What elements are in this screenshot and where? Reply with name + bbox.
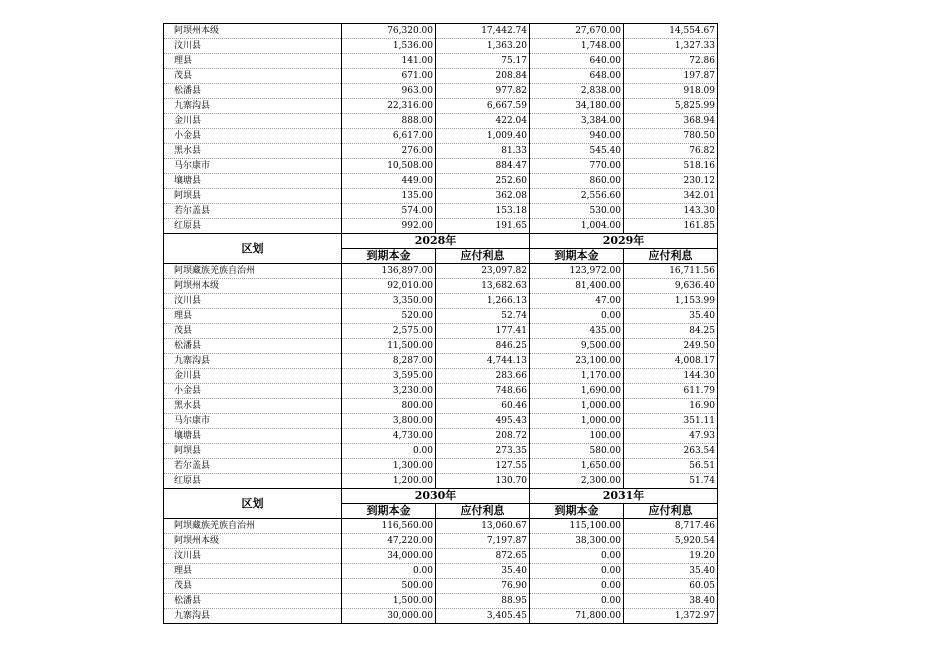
interest-cell: 368.94: [624, 114, 718, 129]
principal-cell: 860.00: [530, 174, 624, 189]
region-name-cell: 九寨沟县: [164, 609, 342, 624]
interest-cell: 3,405.45: [436, 609, 530, 624]
interest-cell: 153.18: [436, 204, 530, 219]
region-name-cell: 金川县: [164, 369, 342, 384]
principal-header: 到期本金: [530, 504, 624, 519]
principal-cell: 1,690.00: [530, 384, 624, 399]
table-row: [164, 39, 718, 54]
table-row: [164, 24, 718, 39]
principal-cell: 76,320.00: [342, 24, 436, 39]
interest-cell: 884.47: [436, 159, 530, 174]
table-row: [164, 159, 718, 174]
principal-cell: 0.00: [530, 564, 624, 579]
table-row: [164, 414, 718, 429]
region-name-cell: 茂县: [164, 579, 342, 594]
interest-cell: 144.30: [624, 369, 718, 384]
region-name-cell: 金川县: [164, 114, 342, 129]
principal-cell: 992.00: [342, 219, 436, 234]
interest-cell: 1,266.13: [436, 294, 530, 309]
principal-cell: 3,350.00: [342, 294, 436, 309]
interest-cell: 5,825.99: [624, 99, 718, 114]
region-name-cell: 若尔盖县: [164, 204, 342, 219]
region-name-cell: 汶川县: [164, 39, 342, 54]
interest-cell: 81.33: [436, 144, 530, 159]
principal-cell: 580.00: [530, 444, 624, 459]
table-row: [164, 534, 718, 549]
region-name-cell: 马尔康市: [164, 159, 342, 174]
table-row: [164, 549, 718, 564]
principal-cell: 1,000.00: [530, 399, 624, 414]
region-name-cell: 理县: [164, 564, 342, 579]
principal-cell: 1,748.00: [530, 39, 624, 54]
principal-cell: 520.00: [342, 309, 436, 324]
region-name-cell: 理县: [164, 309, 342, 324]
interest-cell: 1,009.40: [436, 129, 530, 144]
region-name-cell: 红原县: [164, 219, 342, 234]
interest-header: 应付利息: [436, 249, 530, 264]
interest-cell: 60.46: [436, 399, 530, 414]
principal-cell: 1,650.00: [530, 459, 624, 474]
interest-cell: 846.25: [436, 339, 530, 354]
principal-cell: 116,560.00: [342, 519, 436, 534]
interest-cell: 208.72: [436, 429, 530, 444]
table-row: [164, 384, 718, 399]
table-row: [164, 474, 718, 489]
principal-cell: 141.00: [342, 54, 436, 69]
interest-cell: 130.70: [436, 474, 530, 489]
region-name-cell: 九寨沟县: [164, 99, 342, 114]
interest-cell: 518.16: [624, 159, 718, 174]
interest-cell: 263.54: [624, 444, 718, 459]
region-name-cell: 若尔盖县: [164, 459, 342, 474]
region-name-cell: 汶川县: [164, 294, 342, 309]
interest-cell: 872.65: [436, 549, 530, 564]
interest-cell: 8,717.46: [624, 519, 718, 534]
interest-cell: 16.90: [624, 399, 718, 414]
table-row: [164, 294, 718, 309]
principal-cell: 100.00: [530, 429, 624, 444]
year-header: 2030年: [342, 489, 530, 504]
table-row: [164, 309, 718, 324]
region-name-cell: 阿坝藏族羌族自治州: [164, 519, 342, 534]
principal-cell: 574.00: [342, 204, 436, 219]
principal-header: 到期本金: [342, 249, 436, 264]
interest-cell: 191.65: [436, 219, 530, 234]
interest-header: 应付利息: [624, 504, 718, 519]
table-row: [164, 339, 718, 354]
interest-cell: 47.93: [624, 429, 718, 444]
interest-header: 应付利息: [436, 504, 530, 519]
interest-cell: 611.79: [624, 384, 718, 399]
principal-cell: 640.00: [530, 54, 624, 69]
principal-cell: 1,000.00: [530, 414, 624, 429]
table-row: [164, 609, 718, 624]
interest-cell: 72.86: [624, 54, 718, 69]
interest-cell: 9,636.40: [624, 279, 718, 294]
district-header: 区划: [164, 489, 342, 519]
interest-cell: 422.04: [436, 114, 530, 129]
principal-cell: 500.00: [342, 579, 436, 594]
interest-header: 应付利息: [624, 249, 718, 264]
interest-cell: 35.40: [624, 309, 718, 324]
interest-cell: 56.51: [624, 459, 718, 474]
principal-cell: 38,300.00: [530, 534, 624, 549]
principal-cell: 1,170.00: [530, 369, 624, 384]
table-row: [164, 444, 718, 459]
principal-cell: 30,000.00: [342, 609, 436, 624]
region-name-cell: 马尔康市: [164, 414, 342, 429]
principal-cell: 2,300.00: [530, 474, 624, 489]
principal-cell: 1,536.00: [342, 39, 436, 54]
table-row: [164, 369, 718, 384]
interest-cell: 13,060.67: [436, 519, 530, 534]
year-header-row: [164, 489, 718, 504]
interest-cell: 249.50: [624, 339, 718, 354]
principal-cell: 10,508.00: [342, 159, 436, 174]
principal-cell: 3,595.00: [342, 369, 436, 384]
year-header: 2029年: [530, 234, 718, 249]
region-name-cell: 理县: [164, 54, 342, 69]
principal-cell: 71,800.00: [530, 609, 624, 624]
interest-cell: 161.85: [624, 219, 718, 234]
region-name-cell: 黑水县: [164, 399, 342, 414]
principal-cell: 1,200.00: [342, 474, 436, 489]
region-name-cell: 壤塘县: [164, 174, 342, 189]
interest-cell: 23,097.82: [436, 264, 530, 279]
interest-cell: 342.01: [624, 189, 718, 204]
principal-cell: 545.40: [530, 144, 624, 159]
table-row: [164, 579, 718, 594]
table-row: [164, 279, 718, 294]
interest-cell: 197.87: [624, 69, 718, 84]
principal-cell: 11,500.00: [342, 339, 436, 354]
interest-cell: 127.55: [436, 459, 530, 474]
interest-cell: 495.43: [436, 414, 530, 429]
principal-cell: 92,010.00: [342, 279, 436, 294]
principal-cell: 2,556.60: [530, 189, 624, 204]
principal-cell: 1,300.00: [342, 459, 436, 474]
region-name-cell: 黑水县: [164, 144, 342, 159]
interest-cell: 283.66: [436, 369, 530, 384]
principal-cell: 671.00: [342, 69, 436, 84]
interest-cell: 230.12: [624, 174, 718, 189]
interest-cell: 918.09: [624, 84, 718, 99]
principal-cell: 435.00: [530, 324, 624, 339]
region-name-cell: 阿坝州本级: [164, 24, 342, 39]
interest-cell: 19.20: [624, 549, 718, 564]
principal-cell: 115,100.00: [530, 519, 624, 534]
interest-cell: 35.40: [624, 564, 718, 579]
interest-cell: 35.40: [436, 564, 530, 579]
region-name-cell: 松潘县: [164, 339, 342, 354]
table-row: [164, 459, 718, 474]
principal-cell: 3,230.00: [342, 384, 436, 399]
table-row: [164, 594, 718, 609]
table-row: [164, 354, 718, 369]
interest-cell: 88.95: [436, 594, 530, 609]
table-row: [164, 519, 718, 534]
interest-cell: 252.60: [436, 174, 530, 189]
principal-cell: 34,180.00: [530, 99, 624, 114]
principal-cell: 22,316.00: [342, 99, 436, 114]
principal-cell: 963.00: [342, 84, 436, 99]
principal-cell: 8,287.00: [342, 354, 436, 369]
interest-cell: 76.90: [436, 579, 530, 594]
principal-cell: 530.00: [530, 204, 624, 219]
principal-cell: 6,617.00: [342, 129, 436, 144]
interest-cell: 5,920.54: [624, 534, 718, 549]
region-name-cell: 阿坝州本级: [164, 534, 342, 549]
principal-cell: 449.00: [342, 174, 436, 189]
interest-cell: 273.35: [436, 444, 530, 459]
interest-cell: 780.50: [624, 129, 718, 144]
table-row: [164, 219, 718, 234]
principal-cell: 47.00: [530, 294, 624, 309]
principal-header: 到期本金: [342, 504, 436, 519]
table-row: [164, 429, 718, 444]
principal-cell: 0.00: [530, 579, 624, 594]
principal-cell: 770.00: [530, 159, 624, 174]
table-row: [164, 54, 718, 69]
principal-cell: 276.00: [342, 144, 436, 159]
interest-cell: 362.08: [436, 189, 530, 204]
interest-cell: 1,363.20: [436, 39, 530, 54]
region-name-cell: 九寨沟县: [164, 354, 342, 369]
table-row: [164, 84, 718, 99]
interest-cell: 4,008.17: [624, 354, 718, 369]
interest-cell: 16,711.56: [624, 264, 718, 279]
principal-cell: 34,000.00: [342, 549, 436, 564]
principal-cell: 4,730.00: [342, 429, 436, 444]
interest-cell: 14,554.67: [624, 24, 718, 39]
principal-cell: 2,575.00: [342, 324, 436, 339]
principal-cell: 9,500.00: [530, 339, 624, 354]
principal-header: 到期本金: [530, 249, 624, 264]
principal-cell: 27,670.00: [530, 24, 624, 39]
region-name-cell: 壤塘县: [164, 429, 342, 444]
region-name-cell: 汶川县: [164, 549, 342, 564]
table-row: [164, 129, 718, 144]
region-name-cell: 茂县: [164, 69, 342, 84]
principal-cell: 47,220.00: [342, 534, 436, 549]
interest-cell: 1,327.33: [624, 39, 718, 54]
year-header: 2028年: [342, 234, 530, 249]
principal-cell: 0.00: [530, 309, 624, 324]
table-row: [164, 564, 718, 579]
debt-table: [163, 23, 718, 624]
principal-cell: 648.00: [530, 69, 624, 84]
region-name-cell: 松潘县: [164, 84, 342, 99]
interest-cell: 17,442.74: [436, 24, 530, 39]
region-name-cell: 小金县: [164, 384, 342, 399]
principal-cell: 0.00: [530, 594, 624, 609]
interest-cell: 1,372.97: [624, 609, 718, 624]
region-name-cell: 红原县: [164, 474, 342, 489]
interest-cell: 60.05: [624, 579, 718, 594]
region-name-cell: 阿坝县: [164, 189, 342, 204]
principal-cell: 123,972.00: [530, 264, 624, 279]
principal-cell: 135.00: [342, 189, 436, 204]
interest-cell: 4,744.13: [436, 354, 530, 369]
interest-cell: 7,197.87: [436, 534, 530, 549]
principal-cell: 940.00: [530, 129, 624, 144]
table-row: [164, 189, 718, 204]
interest-cell: 84.25: [624, 324, 718, 339]
principal-cell: 2,838.00: [530, 84, 624, 99]
year-header-row: [164, 234, 718, 249]
region-name-cell: 阿坝县: [164, 444, 342, 459]
principal-cell: 81,400.00: [530, 279, 624, 294]
interest-cell: 143.30: [624, 204, 718, 219]
principal-cell: 3,800.00: [342, 414, 436, 429]
interest-cell: 351.11: [624, 414, 718, 429]
year-header: 2031年: [530, 489, 718, 504]
interest-cell: 748.66: [436, 384, 530, 399]
interest-cell: 76.82: [624, 144, 718, 159]
region-name-cell: 松潘县: [164, 594, 342, 609]
principal-cell: 23,100.00: [530, 354, 624, 369]
table-row: [164, 69, 718, 84]
interest-cell: 38.40: [624, 594, 718, 609]
interest-cell: 208.84: [436, 69, 530, 84]
table-row: [164, 144, 718, 159]
interest-cell: 75.17: [436, 54, 530, 69]
interest-cell: 177.41: [436, 324, 530, 339]
interest-cell: 52.74: [436, 309, 530, 324]
table-row: [164, 324, 718, 339]
table-row: [164, 99, 718, 114]
table-row: [164, 174, 718, 189]
interest-cell: 6,667.59: [436, 99, 530, 114]
principal-cell: 1,500.00: [342, 594, 436, 609]
principal-cell: 1,004.00: [530, 219, 624, 234]
interest-cell: 1,153.99: [624, 294, 718, 309]
region-name-cell: 茂县: [164, 324, 342, 339]
principal-cell: 0.00: [342, 444, 436, 459]
principal-cell: 800.00: [342, 399, 436, 414]
debt-schedule-sheet: [163, 23, 717, 624]
principal-cell: 136,897.00: [342, 264, 436, 279]
table-row: [164, 204, 718, 219]
interest-cell: 51.74: [624, 474, 718, 489]
district-header: 区划: [164, 234, 342, 264]
table-row: [164, 399, 718, 414]
principal-cell: 0.00: [342, 564, 436, 579]
table-row: [164, 264, 718, 279]
interest-cell: 13,682.63: [436, 279, 530, 294]
region-name-cell: 阿坝州本级: [164, 279, 342, 294]
region-name-cell: 阿坝藏族羌族自治州: [164, 264, 342, 279]
principal-cell: 3,384.00: [530, 114, 624, 129]
region-name-cell: 小金县: [164, 129, 342, 144]
table-row: [164, 114, 718, 129]
principal-cell: 0.00: [530, 549, 624, 564]
interest-cell: 977.82: [436, 84, 530, 99]
principal-cell: 888.00: [342, 114, 436, 129]
